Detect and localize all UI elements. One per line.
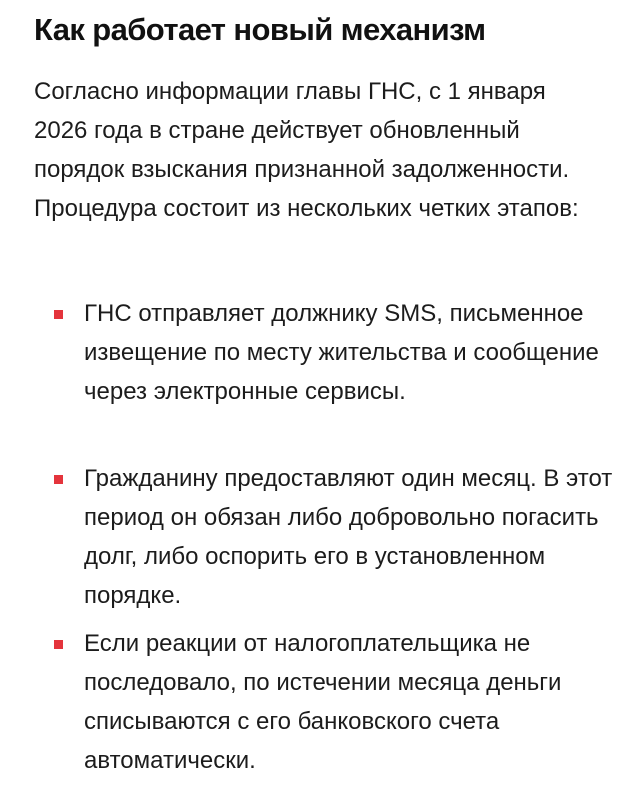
intro-paragraph: Согласно информации главы ГНС, с 1 января 2026 года в стране действует обновленный порядок взыскания признанной задолженности. Процедура состоит из нескольких четких этапов: bbox=[34, 78, 579, 222]
list-item-text: Если реакции от налогоплательщика не последовало, по истечении месяца деньги списываются с его банковского счета автоматически. bbox=[84, 630, 562, 774]
bullet-square-icon bbox=[54, 640, 63, 649]
list-item-text: Гражданину предоставляют один месяц. В этот период он обязан либо добровольно погасить долг, либо оспорить его в установленном порядке. bbox=[84, 465, 613, 609]
section-heading: Как работает новый механизм bbox=[34, 12, 486, 47]
bullet-square-icon bbox=[54, 475, 63, 484]
bullet-square-icon bbox=[54, 310, 63, 319]
list-item-text: ГНС отправляет должнику SMS, письменное извещение по месту жительства и сообщение через электронные сервисы. bbox=[84, 300, 599, 405]
